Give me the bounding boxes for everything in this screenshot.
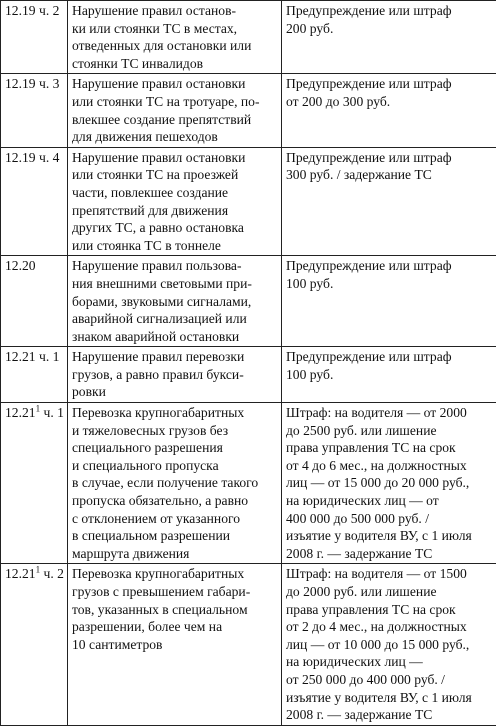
penalty-line: от 4 до 6 мес., на должностных: [286, 457, 493, 475]
article-number: [5, 566, 64, 581]
violation-line: препятствий для движения: [72, 202, 278, 220]
violation-cell: [68, 1, 282, 74]
article-number: 12.19 ч. 2: [5, 3, 59, 18]
article-cell: [1, 256, 68, 347]
violation-line: других ТС, а равно остановка: [72, 219, 278, 237]
violation-line: 10 сантиметров: [72, 636, 278, 654]
table-row: [1, 403, 496, 564]
violation-line: или стоянка ТС в тоннеле: [72, 237, 278, 255]
violation-line: грузов с превышением габари-: [72, 583, 278, 601]
article-cell: [1, 564, 68, 725]
penalty-line: Предупреждение или штраф: [286, 149, 493, 167]
penalty-line: Предупреждение или штраф: [286, 75, 493, 93]
violation-line: ки или стоянки ТС в местах,: [72, 20, 278, 38]
penalty-cell: [282, 1, 496, 74]
violation-line: стоянки ТС инвалидов: [72, 55, 278, 73]
penalty-line: изъятие у водителя ВУ, с 1 июля: [286, 527, 493, 545]
article-superscript: 1: [36, 404, 41, 414]
penalty-line: до 2500 руб. или лишение: [286, 422, 493, 440]
violation-line: Перевозка крупногабаритных: [72, 565, 278, 583]
penalty-line: на юридических лиц — от: [286, 492, 493, 510]
violation-line: пропуска обязательно, а равно: [72, 492, 278, 510]
penalty-line: лиц — от 10 000 до 15 000 руб.,: [286, 636, 493, 654]
violation-line: Нарушение правил остановки: [72, 149, 278, 167]
penalty-cell: [282, 256, 496, 347]
article-cell: [1, 74, 68, 147]
violation-line: Нарушение правил пользова-: [72, 257, 278, 275]
penalty-line: 2008 г. — задержание ТС: [286, 706, 493, 724]
violation-line: и тяжеловесных грузов без: [72, 422, 278, 440]
violation-cell: [68, 347, 282, 403]
article-cell: [1, 403, 68, 564]
penalty-line: до 2000 руб. или лишение: [286, 583, 493, 601]
violation-line: ния внешними световыми при-: [72, 275, 278, 293]
article-number: [5, 405, 64, 420]
violation-line: тов, указанных в специальном: [72, 601, 278, 619]
violation-line: Нарушение правил перевозки: [72, 348, 278, 366]
violation-line: Нарушение правил останов-: [72, 2, 278, 20]
penalty-line: изъятие у водителя ВУ, с 1 июля: [286, 689, 493, 707]
violation-line: влекшее создание препятствий: [72, 111, 278, 129]
violation-line: с отклонением от указанного: [72, 510, 278, 528]
article-cell: [1, 147, 68, 256]
violation-cell: [68, 147, 282, 256]
article-cell: [1, 347, 68, 403]
penalty-line: 300 руб. / задержание ТС: [286, 166, 493, 184]
penalty-line: от 200 до 300 руб.: [286, 93, 493, 111]
penalty-line: лиц — от 15 000 до 20 000 руб.,: [286, 474, 493, 492]
violation-cell: [68, 256, 282, 347]
violation-line: или стоянки ТС на проезжей: [72, 166, 278, 184]
violation-line: или стоянки ТС на тротуаре, по-: [72, 93, 278, 111]
article-part: ч. 2: [40, 566, 64, 581]
violation-line: разрешении, более чем на: [72, 618, 278, 636]
penalty-line: Предупреждение или штраф: [286, 2, 493, 20]
penalty-line: 100 руб.: [286, 275, 493, 293]
table-row: [1, 1, 496, 74]
penalty-line: Штраф: на водителя — от 2000: [286, 404, 493, 422]
violation-line: ровки: [72, 383, 278, 401]
penalty-cell: [282, 403, 496, 564]
violation-line: борами, звуковыми сигналами,: [72, 293, 278, 311]
violation-line: Перевозка крупногабаритных: [72, 404, 278, 422]
violation-line: и специального пропуска: [72, 457, 278, 475]
penalties-table-body: [1, 1, 496, 726]
violation-line: для движения пешеходов: [72, 128, 278, 146]
table-row: [1, 74, 496, 147]
violation-line: грузов, а равно правил букси-: [72, 366, 278, 384]
violation-line: знаком аварийной остановки: [72, 328, 278, 346]
penalty-line: 2008 г. — задержание ТС: [286, 545, 493, 563]
article-number: 12.19 ч. 4: [5, 150, 59, 165]
penalty-line: от 250 000 до 400 000 руб. /: [286, 671, 493, 689]
penalty-line: Предупреждение или штраф: [286, 257, 493, 275]
table-row: [1, 147, 496, 256]
violation-cell: [68, 564, 282, 725]
table-row: [1, 564, 496, 725]
penalty-cell: [282, 74, 496, 147]
article-base: 12.21: [5, 405, 36, 420]
violation-line: аварийной сигнализацией или: [72, 310, 278, 328]
penalty-cell: [282, 147, 496, 256]
article-cell: [1, 1, 68, 74]
penalty-line: Штраф: на водителя — от 1500: [286, 565, 493, 583]
violation-line: Нарушение правил остановки: [72, 75, 278, 93]
violation-line: в случае, если получение такого: [72, 474, 278, 492]
penalty-line: 400 000 до 500 000 руб. /: [286, 510, 493, 528]
violation-line: отведенных для остановки или: [72, 37, 278, 55]
penalty-line: Предупреждение или штраф: [286, 348, 493, 366]
penalty-line: 100 руб.: [286, 366, 493, 384]
violation-cell: [68, 74, 282, 147]
table-row: [1, 256, 496, 347]
article-base: 12.21: [5, 566, 36, 581]
penalty-line: права управления ТС на срок: [286, 439, 493, 457]
violation-line: маршрута движения: [72, 545, 278, 563]
table-row: [1, 347, 496, 403]
penalty-line: 200 руб.: [286, 20, 493, 38]
penalty-line: от 2 до 4 мес., на должностных: [286, 618, 493, 636]
article-superscript: 1: [36, 565, 41, 575]
article-number: 12.21 ч. 1: [5, 349, 59, 364]
penalty-line: на юридических лиц —: [286, 653, 493, 671]
violation-cell: [68, 403, 282, 564]
penalty-cell: [282, 564, 496, 725]
penalty-line: права управления ТС на срок: [286, 601, 493, 619]
violation-line: части, повлекшее создание: [72, 184, 278, 202]
article-number: 12.20: [5, 258, 36, 273]
violation-line: специального разрешения: [72, 439, 278, 457]
penalty-cell: [282, 347, 496, 403]
article-number: 12.19 ч. 3: [5, 76, 59, 91]
article-part: ч. 1: [40, 405, 64, 420]
violation-line: в специальном разрешении: [72, 527, 278, 545]
